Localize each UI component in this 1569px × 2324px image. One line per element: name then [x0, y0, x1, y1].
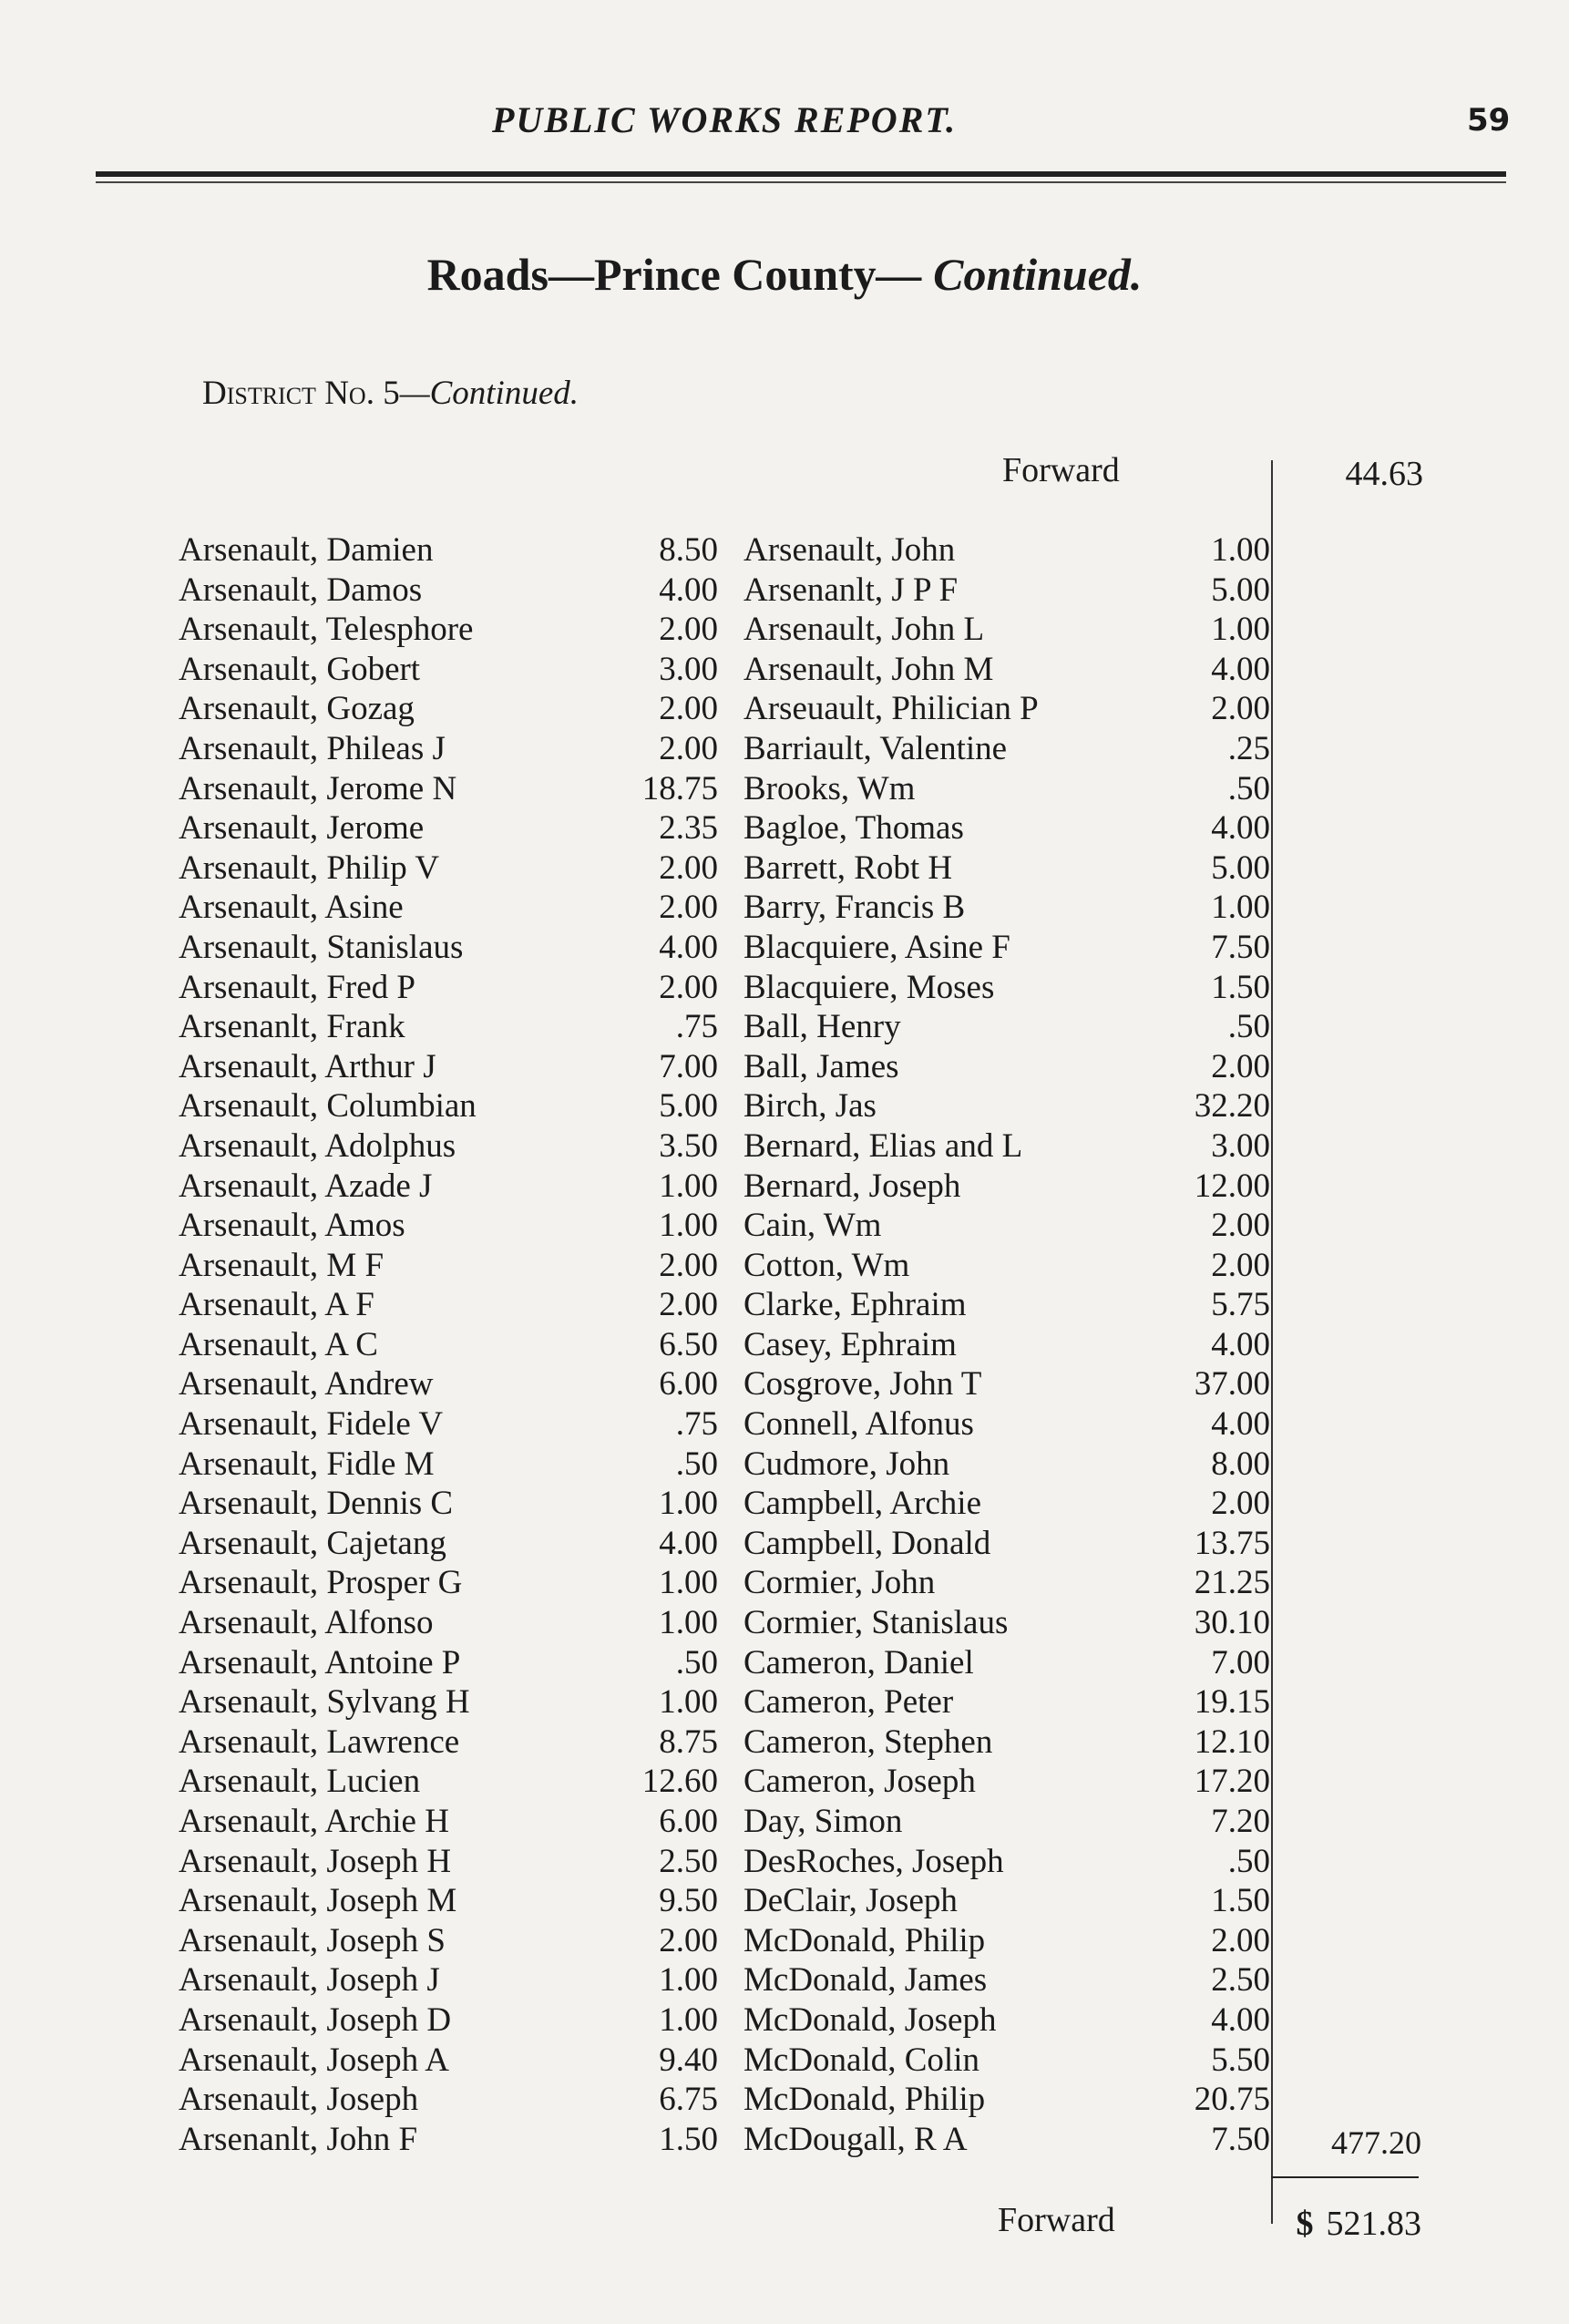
payee-amount: 2.00	[1211, 1485, 1270, 1523]
payee-name: Day, Simon	[743, 1803, 903, 1840]
payee-name: Cameron, Peter	[743, 1683, 954, 1722]
payee-name: Ball, Henry	[743, 1008, 901, 1046]
payee-amount: 6.75	[659, 2081, 718, 2119]
payee-name: Arsenault, Stanislaus	[179, 928, 464, 966]
payee-row	[179, 888, 718, 928]
payee-name: Arsenault, John M	[743, 650, 994, 688]
payee-amount: 9.50	[659, 1882, 718, 1920]
payee-amount: 5.75	[1211, 1286, 1270, 1324]
payee-name: McDougall, R A	[743, 2120, 968, 2158]
payee-row	[179, 1206, 718, 1246]
payee-name: Arsenault, Fred P	[179, 968, 415, 1006]
payee-amount: 1.50	[659, 2120, 718, 2158]
payee-row	[179, 2120, 718, 2160]
payee-row	[179, 769, 718, 809]
payee-row	[179, 968, 718, 1008]
right-payee-list	[743, 530, 1270, 2159]
payee-name: Arsenault, John	[743, 531, 956, 569]
payee-row	[743, 2120, 1270, 2160]
payee-row	[743, 1802, 1270, 1842]
payee-row	[179, 1563, 718, 1603]
payee-name: Barriault, Valentine	[743, 729, 1008, 767]
payee-row	[179, 2041, 718, 2081]
payee-row	[743, 1960, 1270, 2000]
payee-name: Campbell, Archie	[743, 1485, 981, 1523]
payee-name: Arsenault, Joseph A	[179, 2041, 449, 2079]
payee-row	[179, 1246, 718, 1286]
payee-row	[179, 1404, 718, 1445]
payee-row	[743, 808, 1270, 848]
payee-row	[743, 1404, 1270, 1445]
payee-amount: 1.00	[1211, 889, 1270, 927]
payee-name: Arsenault, Jerome	[179, 809, 425, 848]
amount-column-rule	[1271, 460, 1273, 2224]
payee-row	[743, 1563, 1270, 1603]
payee-amount: .50	[1227, 1842, 1270, 1880]
left-payee-list	[179, 530, 718, 2159]
payee-row	[743, 1603, 1270, 1643]
title-county: Prince County	[593, 249, 877, 300]
payee-amount: .75	[675, 1405, 718, 1444]
payee-row	[743, 1524, 1270, 1564]
payee-amount: 1.00	[659, 1604, 718, 1642]
payee-row	[179, 1047, 718, 1087]
payee-amount: 2.00	[659, 968, 718, 1006]
payee-row	[179, 1881, 718, 1921]
page-number: 59	[1467, 102, 1511, 139]
payee-row	[179, 1484, 718, 1524]
payee-row	[179, 1086, 718, 1126]
payee-amount: 4.00	[1211, 2000, 1270, 2039]
payee-row	[179, 1643, 718, 1683]
payee-row	[743, 1325, 1270, 1365]
payee-name: Blacquiere, Asine F	[743, 928, 1010, 966]
payee-amount: 7.50	[1211, 2120, 1270, 2158]
payee-row	[743, 571, 1270, 611]
payee-name: Arsenault, Cajetang	[179, 1524, 446, 1562]
payee-amount: 2.00	[659, 1286, 718, 1324]
payee-name: McDonald, Colin	[743, 2041, 979, 2079]
payee-row	[179, 1762, 718, 1802]
payee-amount: 5.00	[1211, 571, 1270, 609]
title-dash: —	[548, 249, 594, 300]
payee-amount: 2.00	[659, 729, 718, 767]
payee-row	[743, 1206, 1270, 1246]
payee-name: Cameron, Joseph	[743, 1763, 976, 1801]
payee-row	[743, 1842, 1270, 1882]
payee-amount: .75	[675, 1008, 718, 1046]
payee-amount: 4.00	[1211, 650, 1270, 688]
payee-amount: 8.50	[659, 531, 718, 569]
payee-amount: 2.00	[1211, 1921, 1270, 1959]
forward-top-label: Forward	[1002, 451, 1120, 489]
payee-amount: 7.00	[659, 1047, 718, 1085]
payee-name: Arsenanlt, John F	[179, 2120, 418, 2158]
payee-amount: 20.75	[1194, 2081, 1270, 2119]
payee-row	[743, 1246, 1270, 1286]
payee-amount: 2.35	[659, 809, 718, 848]
subtotal-value: 477.20	[1331, 2124, 1421, 2161]
payee-amount: 3.00	[1211, 1126, 1270, 1165]
payee-row	[179, 1802, 718, 1842]
payee-name: McDonald, James	[743, 1961, 988, 2000]
payee-amount: 18.75	[641, 769, 718, 807]
payee-row	[743, 769, 1270, 809]
forward-bottom-total	[1266, 2204, 1421, 2244]
payee-amount: 1.00	[659, 1683, 718, 1722]
payee-row	[743, 1762, 1270, 1802]
payee-name: Arsenault, Fidle M	[179, 1445, 435, 1483]
payee-amount: 4.00	[1211, 1325, 1270, 1363]
payee-amount: .50	[1227, 1008, 1270, 1046]
payee-name: Bagloe, Thomas	[743, 809, 964, 848]
payee-amount: 1.00	[659, 1485, 718, 1523]
payee-amount: 21.25	[1194, 1564, 1270, 1602]
payee-row	[179, 808, 718, 848]
payee-row	[743, 1682, 1270, 1722]
payee-amount: 2.00	[1211, 1207, 1270, 1245]
district-label: District No. 5	[202, 375, 400, 412]
payee-name: McDonald, Philip	[743, 2081, 986, 2119]
payee-name: McDonald, Philip	[743, 1921, 986, 1959]
payee-amount: 1.00	[659, 1961, 718, 2000]
payee-name: Arsenault, Alfonso	[179, 1604, 434, 1642]
payee-row	[743, 1643, 1270, 1683]
payee-row	[179, 1603, 718, 1643]
payee-name: Arsenault, Dennis C	[179, 1485, 454, 1523]
payee-name: Arsenault, Columbian	[179, 1087, 477, 1126]
payee-amount: 1.00	[659, 1167, 718, 1205]
payee-amount: 2.00	[1211, 1246, 1270, 1284]
payee-name: Arsenault, Lucien	[179, 1763, 421, 1801]
payee-name: Arsenault, Amos	[179, 1207, 405, 1245]
header-rule-thick	[96, 171, 1506, 177]
payee-amount: 6.50	[659, 1325, 718, 1363]
payee-name: Arsenault, Damien	[179, 531, 434, 569]
payee-amount: 1.50	[1211, 1882, 1270, 1920]
payee-amount: .25	[1227, 729, 1270, 767]
payee-name: Cameron, Stephen	[743, 1722, 993, 1761]
payee-name: Arsenault, Joseph	[179, 2081, 419, 2119]
payee-amount: 2.00	[659, 690, 718, 728]
payee-name: Blacquiere, Moses	[743, 968, 995, 1006]
title-continued: — Continued.	[876, 249, 1143, 300]
payee-amount: 4.00	[1211, 1405, 1270, 1444]
payee-row	[743, 1722, 1270, 1763]
payee-row	[179, 610, 718, 650]
payee-name: Arsenault, John L	[743, 611, 985, 649]
payee-name: McDonald, Joseph	[743, 2000, 997, 2039]
payee-row	[179, 571, 718, 611]
payee-amount: 8.75	[659, 1722, 718, 1761]
payee-name: Ball, James	[743, 1047, 899, 1085]
payee-name: Arseuault, Philician P	[743, 690, 1039, 728]
payee-row	[743, 1047, 1270, 1087]
payee-row	[743, 650, 1270, 690]
payee-row	[179, 1325, 718, 1365]
payee-name: Barrett, Robt H	[743, 848, 953, 887]
payee-name: Cormier, Stanislaus	[743, 1604, 1009, 1642]
payee-amount: 1.00	[659, 1564, 718, 1602]
payee-name: Arsenault, Phileas J	[179, 729, 446, 767]
payee-row	[179, 1126, 718, 1167]
payee-name: Arsenault, Gobert	[179, 650, 421, 688]
district-heading	[202, 374, 579, 413]
payee-row	[743, 1086, 1270, 1126]
payee-row	[743, 2080, 1270, 2120]
payee-amount: .50	[675, 1445, 718, 1483]
payee-row	[743, 1167, 1270, 1207]
payee-amount: 32.20	[1194, 1087, 1270, 1126]
running-title: PUBLIC WORKS REPORT.	[492, 99, 958, 140]
payee-amount: 8.00	[1211, 1445, 1270, 1483]
payee-row	[743, 928, 1270, 968]
payee-name: Cotton, Wm	[743, 1246, 910, 1284]
payee-name: Arsenault, Jerome N	[179, 769, 457, 807]
payee-name: Cameron, Daniel	[743, 1643, 974, 1681]
payee-amount: .50	[675, 1643, 718, 1681]
payee-row	[179, 1445, 718, 1485]
payee-amount: 1.00	[659, 1207, 718, 1245]
payee-name: Birch, Jas	[743, 1087, 877, 1126]
payee-name: Arsenault, Joseph D	[179, 2000, 452, 2039]
payee-row	[179, 1682, 718, 1722]
payee-name: Campbell, Donald	[743, 1524, 991, 1562]
payee-row	[743, 610, 1270, 650]
payee-row	[179, 1524, 718, 1564]
payee-name: Arsenault, Joseph H	[179, 1842, 452, 1880]
payee-row	[179, 1960, 718, 2000]
payee-name: Arsenault, Adolphus	[179, 1126, 456, 1165]
payee-amount: 1.50	[1211, 968, 1270, 1006]
payee-row	[743, 1007, 1270, 1047]
payee-name: Arsenault, Gozag	[179, 690, 415, 728]
payee-amount: 2.00	[1211, 1047, 1270, 1085]
payee-amount: 17.20	[1194, 1763, 1270, 1801]
payee-amount: 2.00	[659, 848, 718, 887]
payee-name: Arsenault, Lawrence	[179, 1722, 460, 1761]
payee-name: DeClair, Joseph	[743, 1882, 958, 1920]
payee-amount: 4.00	[659, 571, 718, 609]
payee-row	[743, 1285, 1270, 1325]
payee-name: Cain, Wm	[743, 1207, 882, 1245]
payee-row	[743, 968, 1270, 1008]
payee-amount: 1.00	[1211, 531, 1270, 569]
section-title	[0, 248, 1569, 301]
payee-row	[743, 2000, 1270, 2041]
payee-amount: 4.00	[659, 928, 718, 966]
payee-name: Cormier, John	[743, 1564, 936, 1602]
payee-row	[743, 2041, 1270, 2081]
payee-name: DesRoches, Joseph	[743, 1842, 1004, 1880]
payee-amount: 37.00	[1194, 1365, 1270, 1404]
payee-amount: 2.00	[659, 1921, 718, 1959]
payee-amount: .50	[1227, 769, 1270, 807]
payee-name: Arsenault, Antoine P	[179, 1643, 461, 1681]
payee-name: Arsenault, Asine	[179, 889, 404, 927]
payee-amount: 9.40	[659, 2041, 718, 2079]
payee-amount: 7.00	[1211, 1643, 1270, 1681]
payee-name: Arsenault, M F	[179, 1246, 385, 1284]
payee-amount: 6.00	[659, 1803, 718, 1840]
payee-amount: 12.60	[641, 1763, 718, 1801]
payee-name: Arsenault, Telesphore	[179, 611, 474, 649]
payee-name: Arsenault, Joseph J	[179, 1961, 440, 2000]
payee-row	[179, 928, 718, 968]
payee-row	[743, 848, 1270, 889]
payee-amount: 2.00	[1211, 690, 1270, 728]
forward-top-value: 44.63	[1345, 455, 1423, 493]
payee-name: Casey, Ephraim	[743, 1325, 957, 1363]
payee-row	[743, 1445, 1270, 1485]
payee-row	[179, 689, 718, 729]
payee-name: Bernard, Elias and L	[743, 1126, 1023, 1165]
payee-row	[179, 1364, 718, 1404]
payee-row	[179, 530, 718, 571]
currency-sign: $	[1296, 2205, 1314, 2243]
payee-name: Arsenault, A F	[179, 1286, 374, 1324]
payee-amount: 2.00	[659, 1246, 718, 1284]
payee-amount: 12.10	[1194, 1722, 1270, 1761]
payee-row	[743, 1484, 1270, 1524]
payee-name: Arsenault, Philip V	[179, 848, 440, 887]
payee-name: Arsenault, Archie H	[179, 1803, 449, 1840]
payee-name: Arsenault, Joseph M	[179, 1882, 457, 1920]
payee-amount: 2.50	[659, 1842, 718, 1880]
payee-name: Barry, Francis B	[743, 889, 966, 927]
payee-amount: 7.50	[1211, 928, 1270, 966]
payee-row	[743, 1881, 1270, 1921]
payee-row	[179, 2000, 718, 2041]
payee-amount: 30.10	[1194, 1604, 1270, 1642]
payee-name: Arsenault, A C	[179, 1325, 378, 1363]
title-roads: Roads	[426, 249, 549, 300]
payee-row	[179, 650, 718, 690]
payee-row	[743, 689, 1270, 729]
payee-row	[743, 1921, 1270, 1961]
payee-row	[179, 1285, 718, 1325]
payee-amount: 1.00	[659, 2000, 718, 2039]
payee-amount: 3.50	[659, 1126, 718, 1165]
payee-name: Cosgrove, John T	[743, 1365, 982, 1404]
payee-name: Arsenault, Fidele V	[179, 1405, 444, 1444]
payee-amount: 1.00	[1211, 611, 1270, 649]
payee-row	[179, 2080, 718, 2120]
header-rule-thin	[96, 181, 1506, 183]
district-continued: —Continued.	[399, 375, 579, 412]
payee-name: Cudmore, John	[743, 1445, 950, 1483]
payee-amount: 2.00	[659, 611, 718, 649]
payee-name: Arsenanlt, Frank	[179, 1008, 405, 1046]
payee-row	[743, 729, 1270, 769]
payee-row	[179, 729, 718, 769]
payee-amount: 7.20	[1211, 1803, 1270, 1840]
payee-row	[743, 1364, 1270, 1404]
payee-name: Arsenault, Andrew	[179, 1365, 434, 1404]
payee-name: Arsenanlt, J P F	[743, 571, 959, 609]
payee-amount: 4.00	[1211, 809, 1270, 848]
payee-amount: 2.50	[1211, 1961, 1270, 2000]
payee-name: Brooks, Wm	[743, 769, 916, 807]
payee-name: Arsenault, Damos	[179, 571, 423, 609]
payee-row	[179, 1842, 718, 1882]
payee-name: Arsenault, Arthur J	[179, 1047, 436, 1085]
payee-row	[743, 888, 1270, 928]
payee-amount: 4.00	[659, 1524, 718, 1562]
payee-row	[179, 1007, 718, 1047]
payee-amount: 6.00	[659, 1365, 718, 1404]
payee-amount: 3.00	[659, 650, 718, 688]
payee-row	[743, 530, 1270, 571]
payee-name: Arsenault, Prosper G	[179, 1564, 463, 1602]
payee-row	[743, 1126, 1270, 1167]
payee-row	[179, 1722, 718, 1763]
payee-amount: 19.15	[1194, 1683, 1270, 1722]
payee-name: Arsenault, Sylvang H	[179, 1683, 470, 1722]
payee-amount: 12.00	[1194, 1167, 1270, 1205]
forward-bottom-value: 521.83	[1326, 2205, 1421, 2243]
payee-row	[179, 1921, 718, 1961]
payee-name: Bernard, Joseph	[743, 1167, 961, 1205]
payee-name: Arsenault, Joseph S	[179, 1921, 446, 1959]
payee-amount: 5.00	[659, 1087, 718, 1126]
payee-amount: 5.00	[1211, 848, 1270, 887]
total-rule	[1271, 2176, 1419, 2178]
payee-row	[179, 1167, 718, 1207]
forward-bottom-label: Forward	[998, 2201, 1115, 2239]
payee-name: Clarke, Ephraim	[743, 1286, 967, 1324]
payee-amount: 2.00	[659, 889, 718, 927]
payee-name: Arsenault, Azade J	[179, 1167, 433, 1205]
payee-name: Connell, Alfonus	[743, 1405, 974, 1444]
payee-amount: 5.50	[1211, 2041, 1270, 2079]
payee-amount: 13.75	[1194, 1524, 1270, 1562]
payee-row	[179, 848, 718, 889]
